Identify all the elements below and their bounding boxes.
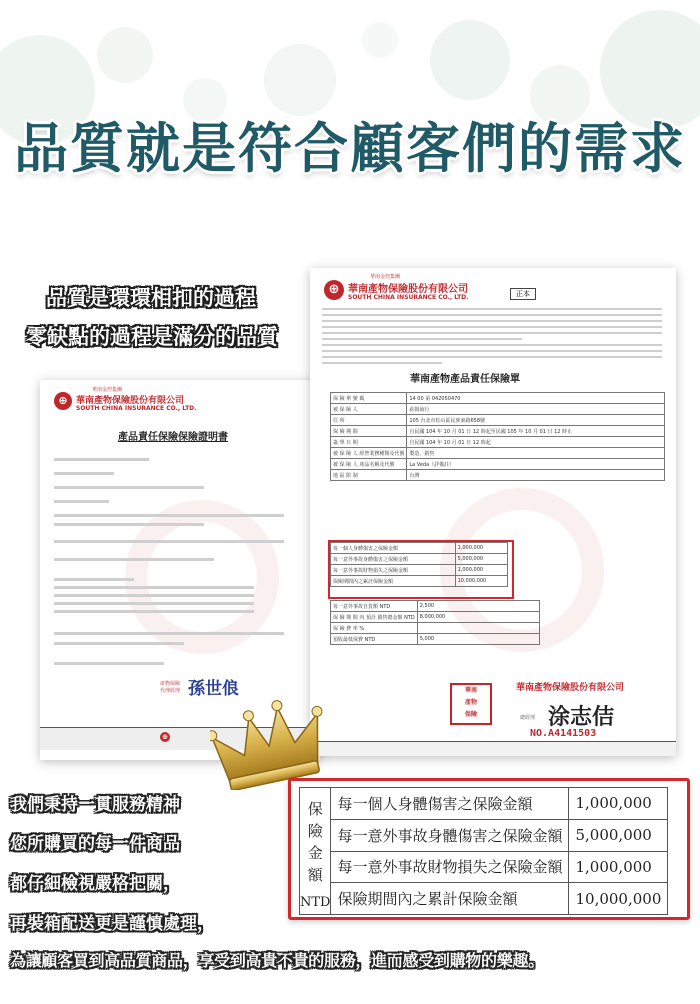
- company-name-en-right: SOUTH CHINA INSURANCE CO., LTD.: [348, 294, 469, 301]
- service-line-4: 再裝箱配送更是謹慎處理，: [10, 914, 214, 934]
- mini-coverage-item: 每一意外事故財物損失之保險金額: [331, 565, 456, 576]
- coverage-label-char: 險: [307, 822, 323, 840]
- form-label: 地 區 限 制: [331, 470, 407, 481]
- stamp-seal: 華南 產物 保險: [450, 683, 492, 725]
- footer-band-right: [310, 741, 676, 756]
- form-value: 2,500: [417, 601, 539, 612]
- form-row: [331, 404, 665, 415]
- form-value: 自民國 104 年 10 月 01 日 12 時起: [407, 437, 665, 448]
- form-row: [331, 459, 665, 470]
- coverage-item: 每一意外事故身體傷害之保險金額: [331, 819, 569, 851]
- certificate-title: 產品責任保險保險證明書: [118, 432, 228, 443]
- headline: 品質就是符合顧客們的需求: [14, 117, 686, 180]
- form-row: [331, 634, 540, 645]
- mini-coverage-amount: 10,000,000: [455, 576, 507, 587]
- form-label: 簽 單 日 期: [331, 437, 407, 448]
- coverage-label-cell: [300, 788, 331, 915]
- coverage-row: [300, 851, 668, 883]
- form-value: 105 台北市松山區民族東路658號: [407, 415, 665, 426]
- coverage-item: 保險期間內之累計保險金額: [331, 883, 569, 915]
- coverage-amount: 1,000,000: [569, 788, 668, 820]
- form-label: 被 保 險 人 經營業務種類及代號: [331, 448, 407, 459]
- mini-coverage-amount: 5,000,000: [455, 554, 507, 565]
- coverage-item: 每一個人身體傷害之保險金額: [331, 788, 569, 820]
- coverage-highlight: [328, 540, 514, 599]
- coverage-label: [300, 788, 330, 886]
- service-line-3: 都仔細檢視嚴格把關，: [10, 874, 180, 894]
- form-row: [331, 612, 540, 623]
- form-label: 預收最低保費 NTD: [331, 634, 418, 645]
- coverage-label-char: 額: [307, 866, 323, 884]
- form-value: [417, 623, 539, 634]
- tagline-1: 品質是環環相扣的過程: [46, 286, 256, 310]
- serial-no: NO.A4141503: [530, 728, 597, 739]
- coverage-label-char: 保: [307, 800, 323, 818]
- company-logo-right: ⊕: [324, 280, 344, 300]
- company-name-cn: 華南產物保險股份有限公司: [76, 396, 185, 406]
- coverage-amount: 1,000,000: [569, 851, 668, 883]
- form-value: 8,000,000: [417, 612, 539, 623]
- insurance-policy-right: [310, 268, 676, 756]
- coverage-table: [299, 787, 668, 915]
- mini-coverage-amount: 1,000,000: [455, 565, 507, 576]
- coverage-amount: 5,000,000: [569, 819, 668, 851]
- signature-label: 產物保險 代理經理: [160, 681, 181, 694]
- form-label: 被 保 險 人 產品名稱及代號: [331, 459, 407, 470]
- form-label: 保 險 期 間: [331, 426, 407, 437]
- form-row: [331, 393, 665, 404]
- form-value: 台灣: [407, 470, 665, 481]
- form-value: 5,000: [417, 634, 539, 645]
- group-name: 華南金控集團: [92, 387, 123, 393]
- form-value: La Veda（詳備註）: [407, 459, 665, 470]
- mini-coverage-item: 保險期間內之累計保險金額: [331, 576, 456, 587]
- service-line-5: 為讓顧客買到高品質商品，享受到高貴不貴的服務，進而感受到購物的樂趣。: [10, 951, 544, 970]
- mini-coverage-item: 每一意外事故身體傷害之保險金額: [331, 554, 456, 565]
- coverage-zoom-box: [288, 778, 690, 920]
- group-name-right: 華南金控集團: [370, 274, 401, 280]
- service-line-1: 我們秉持一貫服務精神: [10, 795, 180, 815]
- company-name-cn-signoff: 華南產物保險股份有限公司: [516, 683, 625, 693]
- form-value: 製造、銷售: [407, 448, 665, 459]
- form-value: 菘揚商行: [407, 404, 665, 415]
- copy-label: 正本: [510, 288, 536, 300]
- coverage-row: [300, 788, 668, 820]
- tagline-2: 零缺點的過程是滿分的品質: [26, 325, 278, 349]
- coverage-currency: NTD: [300, 895, 331, 910]
- coverage-label-char: 金: [307, 844, 323, 862]
- coverage-row: [300, 819, 668, 851]
- coverage-item: 每一意外事故財物損失之保險金額: [331, 851, 569, 883]
- coverage-row: [300, 883, 668, 915]
- policy-form-table-lower: [330, 600, 540, 645]
- form-label: 保 險 期 間 內 預計 銷售總金額 NTD: [331, 612, 418, 623]
- service-line-2: 您所購買的每一件商品: [10, 834, 180, 854]
- form-label: 被 保 險 人: [331, 404, 407, 415]
- form-value: 14 00 第 042050470: [407, 393, 665, 404]
- policy-title: 華南產物產品責任保險單: [410, 374, 520, 385]
- form-row: [331, 437, 665, 448]
- signature-label-right: 總經理: [520, 715, 536, 721]
- form-row: [331, 470, 665, 481]
- form-row: [331, 415, 665, 426]
- coverage-amount: 10,000,000: [569, 883, 668, 915]
- form-row: [331, 448, 665, 459]
- company-name-en: SOUTH CHINA INSURANCE CO., LTD.: [76, 405, 197, 412]
- form-row: [331, 426, 665, 437]
- form-row: [331, 601, 540, 612]
- company-name-cn-right: 華南產物保險股份有限公司: [348, 284, 468, 295]
- form-label: 每一意外事故自負額 NTD: [331, 601, 418, 612]
- footer-logo: ⊕: [160, 732, 170, 742]
- policy-form-table: [330, 392, 665, 481]
- mini-coverage-amount: 1,000,000: [455, 543, 507, 554]
- signature: 孫世俍: [188, 679, 239, 699]
- crown-icon: [210, 700, 330, 790]
- form-label: 保 險 費 率 %: [331, 623, 418, 634]
- company-logo: ⊕: [54, 392, 72, 410]
- form-label: 住 所: [331, 415, 407, 426]
- form-row: [331, 623, 540, 634]
- form-value: 自民國 104 年 10 月 01 日 12 時起至民國 105 年 10 月 01 日 12 時止: [407, 426, 665, 437]
- form-label: 保 險 單 號 碼: [331, 393, 407, 404]
- mini-coverage-item: 每一個人身體傷害之保險金額: [331, 543, 456, 554]
- signature-right: 涂志佶: [548, 704, 615, 730]
